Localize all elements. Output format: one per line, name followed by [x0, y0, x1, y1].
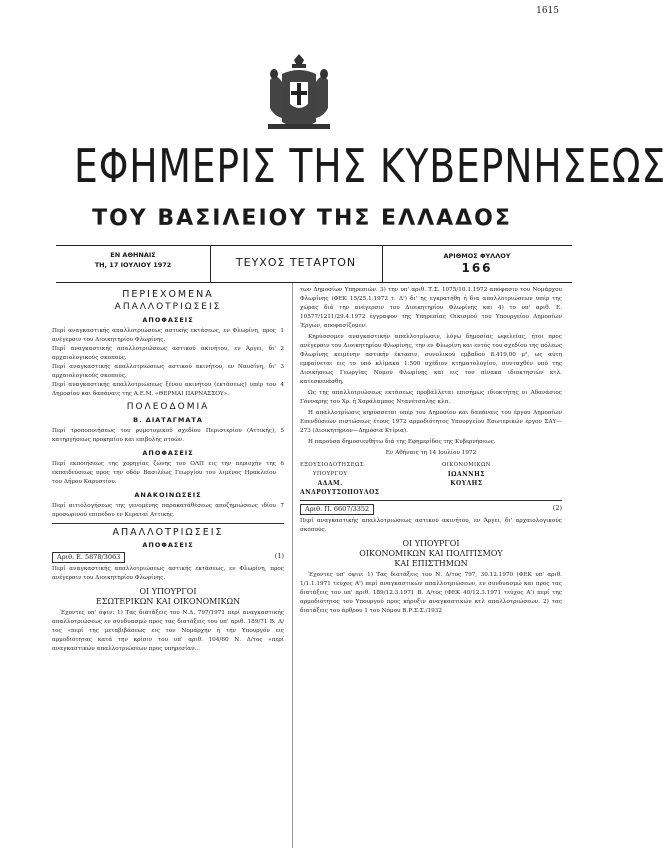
contents-section-title: ΑΠΑΛΛΟΤΡΙΩΣΕΙΣ — [114, 302, 222, 312]
toc-item: Περί τροποποιήσεως του ρυμοτομικού σχεδίου Περιστερίου (Αττικής), κατηργήσεως προκηπίου και επιβολής στοών. 5 — [52, 428, 284, 443]
issue-place: ΕΝ ΑΘΗΝΑΙΣ — [110, 251, 156, 259]
newspaper-title: ΕΦΗΜΕΡΙΣ ΤΗΣ ΚΥΒΕΡΝΗΣΕΩΣ — [74, 139, 666, 193]
contents-section-subtitle: ΑΠΟΦΑΣΕΙΣ — [142, 316, 194, 324]
issue-volume: ΤΕΥΧΟΣ ΤΕΤΑΡΤΟΝ — [235, 256, 357, 269]
reference-index: (2) — [552, 504, 562, 512]
contents-section-subtitle: ΑΠΟΦΑΣΕΙΣ — [142, 449, 194, 457]
issue-sheet-label: ΑΡΙΘΜΟΣ ΦΥΛΛΟΥ — [443, 252, 511, 260]
toc-item: Περί αναγκαστικής απαλλοτριώσεως ξένου ακινήτου (εκτάσεως) υπέρ του Δημοσίου και δαπάναις της Α.Ε.Μ. «ΘΕΡΜΑΙ ΠΑΡΝΑΣΣΟΥ». 4 — [52, 382, 284, 397]
column-divider — [292, 283, 293, 848]
decision-continuation: των Δημοσίων Υπηρεσιών. 3) την υπ' αριθ. Τ.Σ. 1075/10.1.1972 απόφασιν του Νομάρχου Φλωρίνης (ΦΕΚ 15/25.1.1972 τ. Δ') δι' ης εγκρατήθη ή δια απαλλοτριώσεων υπέρ της χώρας διά την ανέγερσιν του Διοικητηρίου Φλωρίνης και 4) το υπ' αριθ. Ε. 10577/1211/29.4.1972 έγγραφον της Υπηρεσίας Οικισμού του Υπουργείου Δημοσίων Έργων, αποφασίζομεν: — [300, 287, 562, 329]
left-column — [52, 286, 284, 656]
reference-code: Αριθ. Ε. 5878/3063 — [52, 552, 125, 563]
toc-item: Περί αναγκαστικής απαλλοτριώσεως αστικής εκτάσεως, εν Φλωρίνη, προς ανέγερσιν του Διοικητηρίου Φλωρίνης. 1 — [52, 328, 284, 343]
contents-section-title: ΠΟΛΕΟΔΟΜΙΑ — [126, 402, 210, 412]
issue-sheet — [382, 250, 572, 274]
decision-body: Έχοντες υπ' όψιν: 1) Τας διατάξεις του Ν.Δ. 797/1971 περί αναγκαστικής απαλλοτριώσεως εν συνδυασμώ προς τας διατάξεις του υπ' αριθ. 189/71 Β. Δ/τος «περί της μεταβιβάσεως εις τον Νομάρχην ή την Υπουργόν εις αρμοδιότητας κατά την κρίσιν του υπ' αριθ. 104/60 Ν. Δ/τος «περί αναγκαστικών απαλλοτριώσεων προς υπηρεσίαν... — [52, 610, 284, 652]
section-rule — [52, 523, 284, 524]
section-rule — [300, 500, 562, 501]
ministers-heading: ΟΙ ΥΠΟΥΡΓΟΙ ΕΣΩΤΕΡΙΚΩΝ ΚΑΙ ΟΙΚΟΝΟΜΙΚΩΝ — [95, 587, 241, 606]
contents-section-subtitle: ΑΝΑΚΟΙΝΩΣΕΙΣ — [134, 491, 202, 499]
reference-number — [300, 504, 562, 515]
decision-summary: Περί αναγκαστικής απαλλοτριώσεως αστικής εκτάσεως, εν Φλωρίνη, προς ανέγερσιν του Διοικητηρίου Φλωρίνης. — [52, 566, 284, 581]
toc-item: Περί εκποιήσεως της χορηγίας ζώνης του ΟΛΠ εις την περιοχήν της εκπαιδεύσεως προς την οδόν Βασιλέως Γεωργίου του λιμένος Ηρακλείου του Δήμου Καρυστίου. 6 — [52, 461, 284, 485]
signature-block: ΕΞΟΥΣΙΟΔΟΤΗΣΕΩΣ ΥΠΟΥΡΓΟΥ ΑΔΑΜ. ΑΝΔΡΟΥΤΣΟΠΟΥΛΟΣ — [300, 462, 380, 496]
body-section-title: ΑΠΑΛΛΟΤΡΙΩΣΕΙΣ — [112, 527, 224, 538]
reference-code: Αριθ. Π. 6607/3352 — [300, 504, 374, 515]
issue-info-bar — [56, 245, 572, 283]
cost-text: Η απαλλοτρίωσις κηρύσσεται υπέρ του Δημοσίου και δαπάναις του έργου Δημοσίων Επενδύσεων πιστώσεως έτους 1972 αρμοδιότητος Υπουργείου Εσωτερικών έργον ΣΑΥ—273 (Διοικητήριον—Δημόσια Κτίρια). — [300, 410, 562, 434]
decision-summary: Περί αναγκαστικής απαλλοτριώσεως αστικού ακινήτου, εν Άργει, δι' αρχαιολογικούς σκοπούς. — [300, 518, 562, 533]
toc-item: Περί αιτιολογήσεως της γενομένης παρακατάθέσεως αποζημιώσεως ιδίου προσωρινού επιπέδου εν Κεραταί Αττικής. 7 — [52, 503, 284, 518]
signatures — [300, 461, 562, 497]
toc-item: Περί αναγκαστικής απαλλοτριώσεως αστικού ακινήτου, εν Άργει, δι' αρχαιολογικούς σκοπούς. 2 — [52, 346, 284, 361]
toc-item: Περί αναγκαστικής απαλλοτριώσεως αστικού ακινήτου, εν Ναυσίνη, δι' αρχαιολογικούς σκοπούς. 3 — [52, 364, 284, 379]
reference-index: (1) — [274, 552, 284, 560]
decision-body: Έχοντες υπ' όψιν: 1) Τας διατάξεις του Ν. Δ/τος 797, 30.12.1970 (ΦΕΚ υπ' αριθ. 1/1.1.1971 τεύχος Α') περί αναγκαστικών απαλλοτριώσεων, εν συνδυασμώ και προς τας διατάξεις του υπ' αριθ. 189/12.3.1971 Β. Δ/τος (ΦΕΚ 40/12.3.1971 τεύχος Α') περί της αρμοδιότητος του Υπουργού προς κήρυξιν αναγκαστικών κτλ απαλλοτριώσεων. 2) τας διατάξεις του άρθρου 1 του Νόμου Β.Ρ.Σ.Σ./1932 — [300, 572, 562, 614]
contents-heading: ΠΕΡΙΕΧΟΜΕΝΑ — [122, 289, 214, 300]
ministers-heading: ΟΙ ΥΠΟΥΡΓΟΙ ΟΙΚΟΝΟΜΙΚΩΝ ΚΑΙ ΠΟΛΙΤΙΣΜΟΥ ΚΑΙ ΕΠΙΣΤΗΜΩΝ — [359, 539, 503, 568]
issue-place-date — [56, 250, 210, 270]
issue-sheet-number: 166 — [461, 261, 493, 275]
signature-block: ΟΙΚΟΝΟΜΙΚΩΝ ΙΩΑΝΝΗΣ ΚΟΥΛΗΣ — [442, 462, 491, 487]
contents-section-subtitle: Β. ΔΙΑΤΑΓΜΑΤΑ — [133, 416, 203, 424]
reference-number — [52, 552, 284, 563]
dateline: Εν Αθήναις τη 14 Ιουλίου 1972 — [385, 450, 477, 456]
right-column — [300, 286, 562, 618]
decision-text: Κηρύσσομεν αναγκαστικήν απαλλοτρίωσιν, λόγω δημοσίας ωφελείας, ήτοι προς ανέγερσιν του Διοικητηρίου Φλωρίνης, την εν Φλωρίνη και εντός του σχεδίου της πόλεως Φλωρίνης κειμένην αστικήν έκτασιν, συνολικού εμβαδού 8.419,00 μ², ως αύτη εμφαίνεται εις το υπό κλίμακα 1:500 σχέδιον κτηματολογίου, συνταχθέν υπό της Διοικήσεως Γεωργίας Νομού Φλωρίνης και εις τον πίνακα ιδιοκτησιών κτλ. κατεσκευάσθη. — [300, 334, 562, 385]
issue-date: ΤΗ, 17 ΙΟΥΛΙΟΥ 1972 — [94, 261, 172, 269]
newspaper-subtitle: ΤΟΥ ΒΑΣΙΛΕΙΟΥ ΤΗΣ ΕΛΛΑΔΟΣ — [92, 206, 512, 231]
page-number: 1615 — [536, 6, 559, 16]
publish-text: Η παρούσα δημοσιευθήτω διά της Εφημερίδος της Κυβερνήσεως. — [308, 439, 496, 445]
body-section-subtitle: ΑΠΟΦΑΣΕΙΣ — [142, 541, 194, 549]
royal-coat-of-arms-icon — [264, 52, 334, 134]
owners-text: Ως της απαλλοτριώσεως εκτάσεως προβάλλεται επισήμως ιδιοκτήτης οι Αδανάσιος Γόνναρης του Χρ. ή Χαράλαμπος Ντανέτσαλης κλπ. — [300, 390, 562, 405]
